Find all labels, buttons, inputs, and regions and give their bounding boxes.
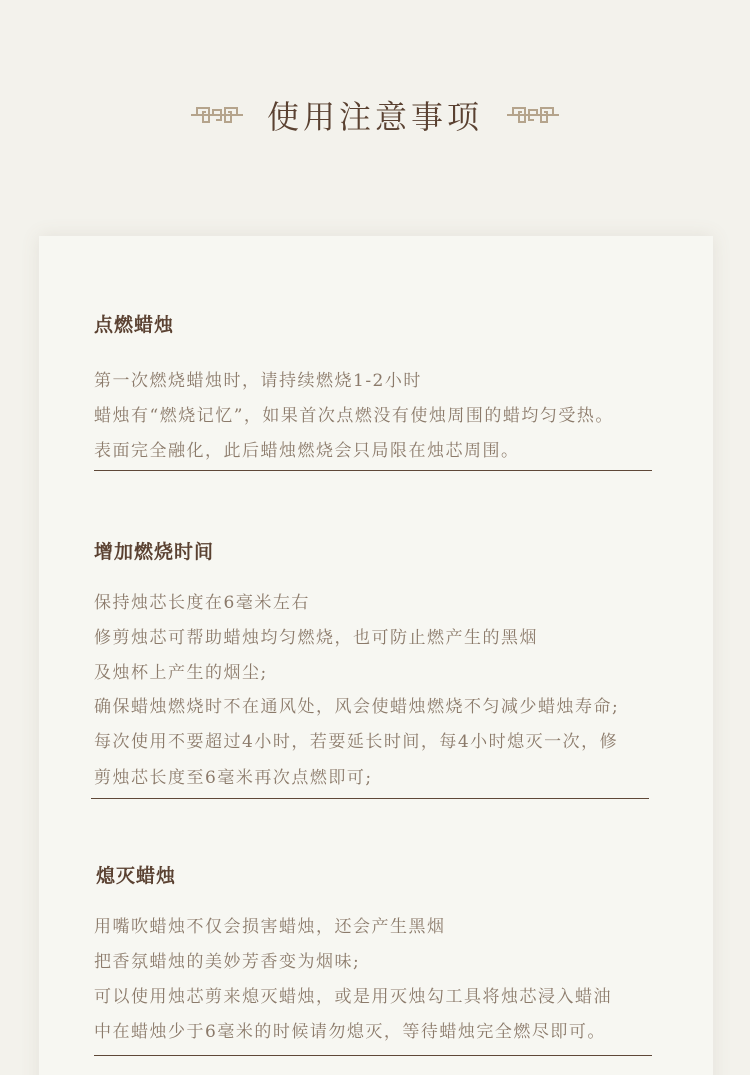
section-line: 蜡烛有“燃烧记忆”，如果首次点燃没有使烛周围的蜡均匀受热。 <box>94 406 614 426</box>
section-title: 熄灭蜡烛 <box>96 865 177 887</box>
section-divider <box>94 1055 652 1056</box>
section-line: 确保蜡烛燃烧时不在通风处，风会使蜡烛燃烧不匀减少蜡烛寿命; <box>94 697 620 717</box>
section-line: 可以使用烛芯剪来熄灭蜡烛，或是用灭烛勾工具将烛芯浸入蜡油 <box>94 987 612 1007</box>
section-title: 增加燃烧时间 <box>94 541 215 563</box>
cloud-scroll-ornament-icon <box>189 102 245 128</box>
cloud-scroll-ornament-icon <box>505 102 561 128</box>
notice-card <box>39 236 713 1075</box>
section-line: 用嘴吹蜡烛不仅会损害蜡烛，还会产生黑烟 <box>94 917 446 937</box>
section-line: 修剪烛芯可帮助蜡烛均匀燃烧，也可防止燃产生的黑烟 <box>94 628 538 648</box>
section-divider <box>94 470 652 471</box>
section-divider <box>91 798 649 799</box>
section-line: 把香氛蜡烛的美妙芳香变为烟味; <box>94 952 361 972</box>
page-header <box>0 88 750 142</box>
section-line: 剪烛芯长度至6毫米再次点燃即可; <box>94 768 373 788</box>
section-line: 保持烛芯长度在6毫米左右 <box>94 593 310 613</box>
section-line: 每次使用不要超过4小时，若要延长时间，每4小时熄灭一次，修 <box>94 732 619 752</box>
section-title: 点燃蜡烛 <box>94 314 175 336</box>
section-line: 及烛杯上产生的烟尘; <box>94 663 268 683</box>
section-line: 中在蜡烛少于6毫米的时候请勿熄灭，等待蜡烛完全燃尽即可。 <box>94 1022 606 1042</box>
page-title: 使用注意事项 <box>266 98 483 136</box>
section-line: 第一次燃烧蜡烛时，请持续燃烧1-2小时 <box>94 371 422 391</box>
section-line: 表面完全融化，此后蜡烛燃烧会只局限在烛芯周围。 <box>94 441 520 461</box>
